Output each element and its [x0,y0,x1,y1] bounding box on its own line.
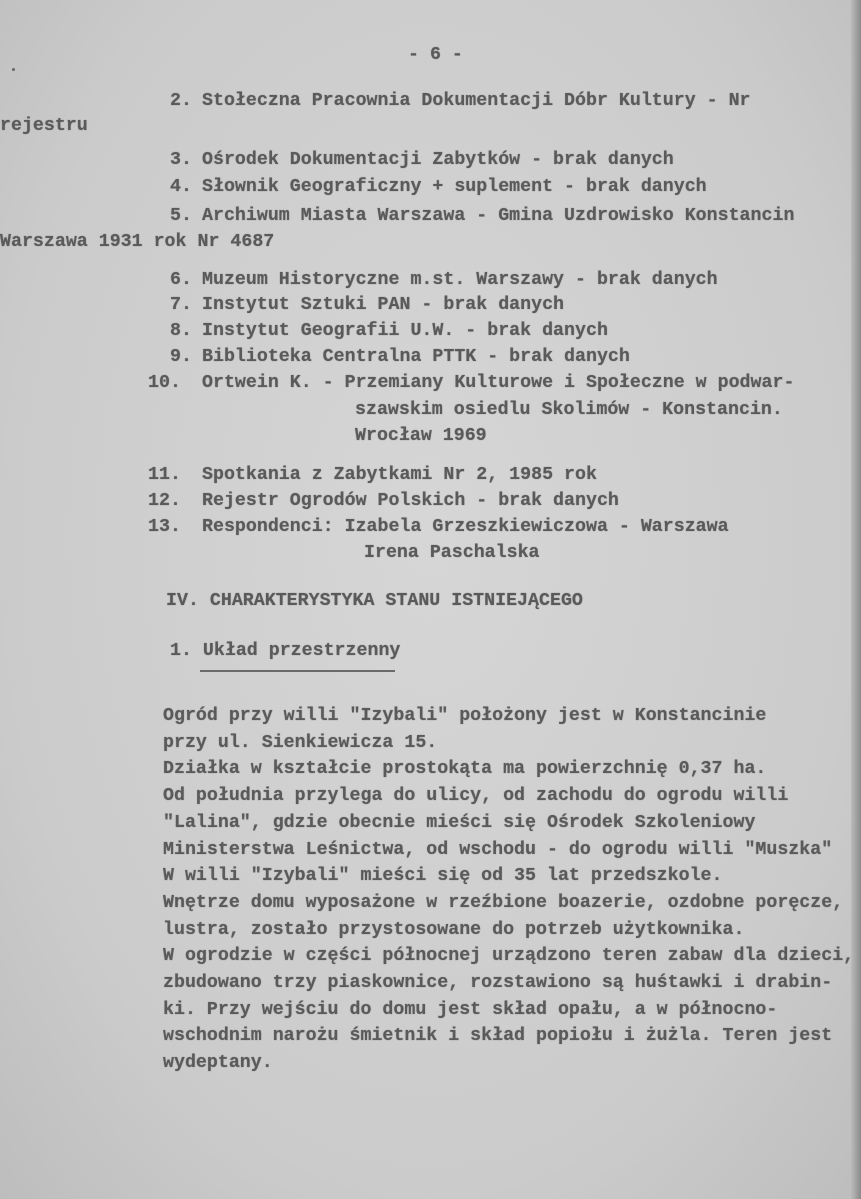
page-number: - 6 - [408,45,463,65]
source-text-line: Instytut Sztuki PAN - brak danych [202,295,565,315]
paragraph-line: Ministerstwa Leśnictwa, od wschodu - do ogrodu willi "Muszka" [163,839,833,860]
paragraph-line: Ogród przy willi "Izybali" położony jest w Konstancinie [163,706,767,726]
source-text-line: Warszawa 1931 rok Nr 4687 [0,232,275,252]
source-text-line: Wrocław 1969 [355,426,487,446]
source-number: 6. [170,270,192,290]
source-text-line: Ortwein K. - Przemiany Kulturowe i Społeczne w podwar- [202,373,795,393]
source-number: 4. [170,177,192,197]
source-number: 3. [170,150,192,170]
heading-underline [200,670,395,672]
source-text-line: Irena Paschalska [364,543,540,563]
source-text-line: Muzeum Historyczne m.st. Warszawy - brak danych [202,270,718,290]
source-text-line: Respondenci: Izabela Grzeszkiewiczowa - Warszawa [202,517,729,537]
source-text-line: Biblioteka Centralna PTTK - brak danych [202,347,630,367]
source-number: 8. [170,321,192,341]
paragraph-line: wydeptany. [163,1053,273,1074]
source-text-line: Słownik Geograficzny + suplement - brak danych [202,177,707,197]
source-text-line: szawskim osiedlu Skolimów - Konstancin. [355,400,783,420]
paragraph-line: Od południa przylega do ulicy, od zachodu do ogrodu willi [163,786,789,807]
source-number: 11. [148,465,181,485]
source-text-line: Rejestr Ogrodów Polskich - brak danych [202,491,619,511]
source-text-line: Instytut Geografii U.W. - brak danych [202,321,608,341]
paragraph-line: Działka w kształcie prostokąta ma powierzchnię 0,37 ha. [163,759,767,780]
source-text-line: Ośrodek Dokumentacji Zabytków - brak danych [202,150,674,170]
source-number: 9. [170,347,192,367]
paragraph-line: lustra, zostało przystosowane do potrzeb użytkownika. [163,919,745,940]
section-heading: IV. CHARAKTERYSTYKA STANU ISTNIEJĄCEGO [166,591,583,611]
source-text-line: rejestru [0,116,88,136]
paragraph-line: "Lalina", gdzie obecnie mieści się Ośrodek Szkoleniowy [163,812,756,833]
paragraph-line: W ogrodzie w części północnej urządzono teren zabaw dla dzieci, [163,946,855,967]
source-number: 12. [148,491,181,511]
subsection-heading: 1. Układ przestrzenny [170,641,401,661]
paragraph-line: przy ul. Sienkiewicza 15. [163,732,438,753]
paragraph-line: W willi "Izybali" mieści się od 35 lat przedszkole. [163,866,723,887]
paragraph-line: wschodnim narożu śmietnik i skład popiołu i żużla. Teren jest [163,1026,833,1047]
source-number: 5. [170,206,192,226]
paragraph-line: ki. Przy wejściu do domu jest skład opału, a w północno- [163,999,778,1020]
scan-speck [12,68,15,71]
source-number: 2. [170,91,192,111]
source-number: 13. [148,517,181,537]
source-text-line: Spotkania z Zabytkami Nr 2, 1985 rok [202,465,597,485]
paragraph-line: Wnętrze domu wyposażone w rzeźbione boazerie, ozdobne poręcze, [163,892,844,913]
page-edge-shadow [851,0,861,1199]
paragraph-line: zbudowano trzy piaskownice, rozstawiono są huśtawki i drabin- [163,973,833,993]
source-text-line: Archiwum Miasta Warszawa - Gmina Uzdrowisko Konstancin [202,206,795,226]
source-number: 7. [170,295,192,315]
source-text-line: Stołeczna Pracownia Dokumentacji Dóbr Kultury - Nr [202,91,751,111]
source-number: 10. [148,373,181,393]
